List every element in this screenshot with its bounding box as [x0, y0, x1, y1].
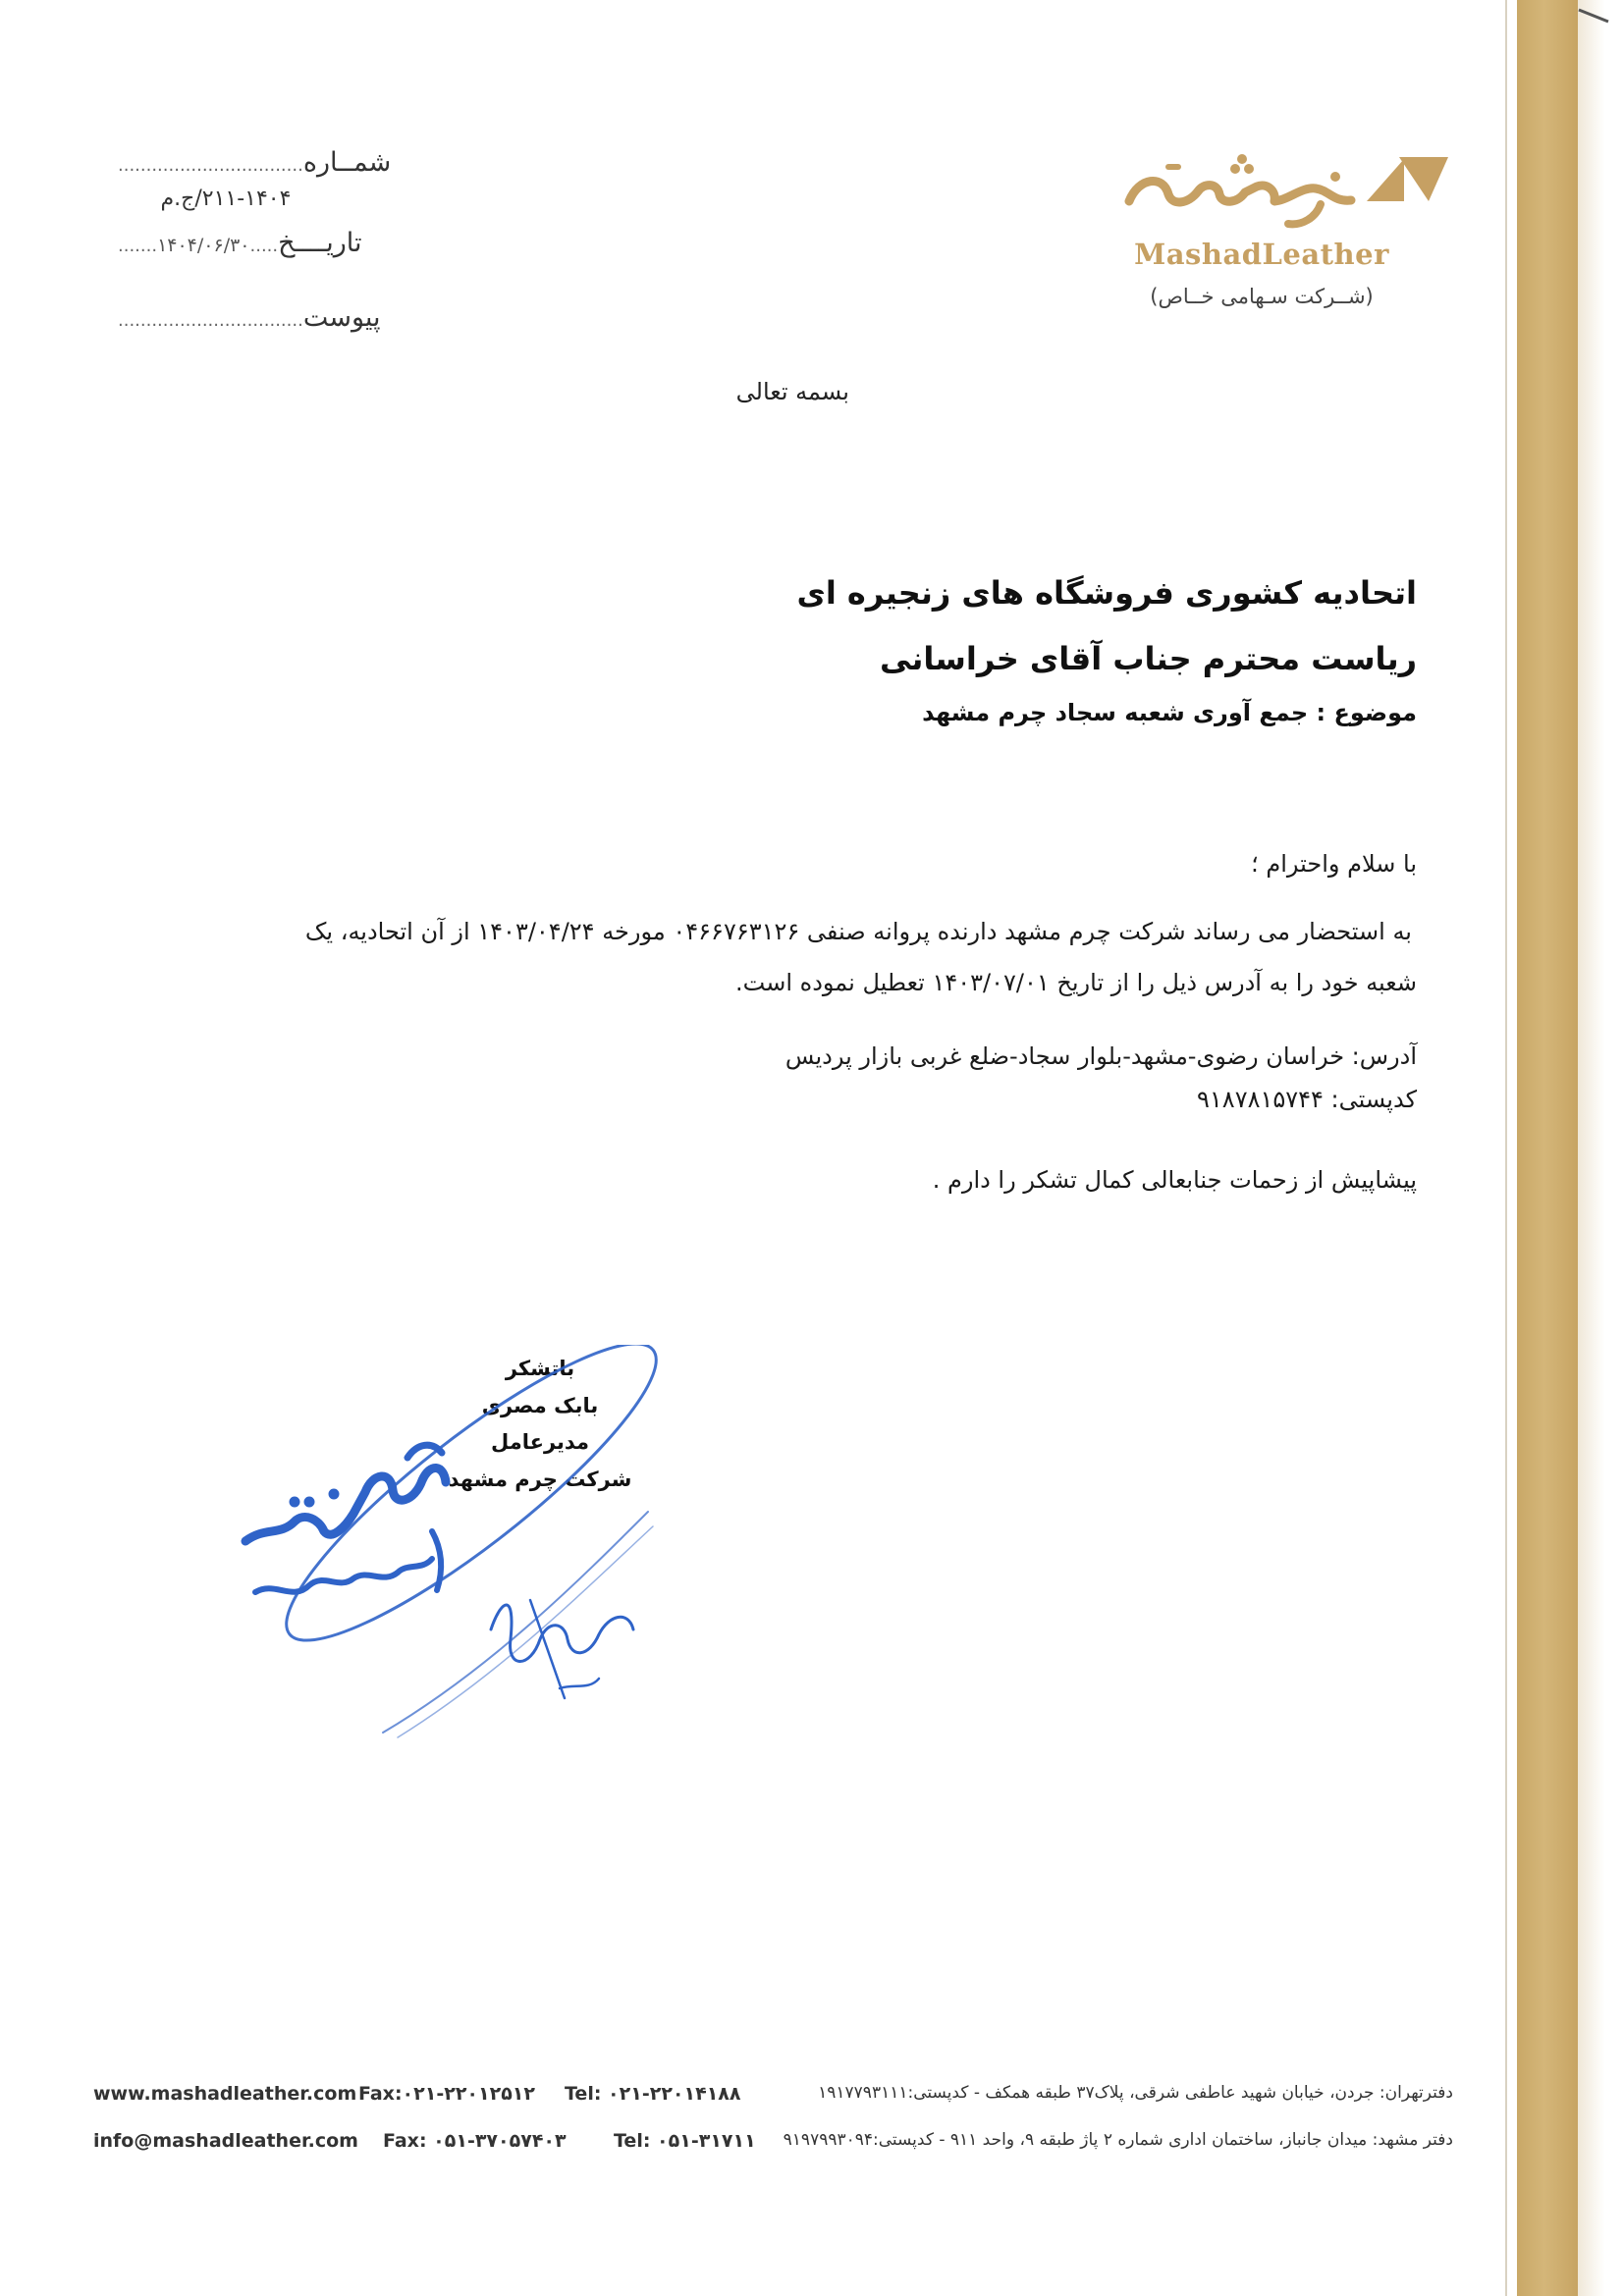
footer-row-tehran — [88, 2083, 1463, 2116]
closing-sentence: پیشاپیش از زحمات جنابعالی کمال تشکر را دارم . — [932, 1166, 1417, 1194]
signer-title: مدیرعامل — [490, 1430, 590, 1454]
greeting: با سلام واحترام ؛ — [1251, 850, 1417, 878]
paragraph-line-2: شعبه خود را به آدرس ذیل را از تاریخ ۱۴۰۳/۰۷/۰۱ تعطیل نموده است. — [735, 969, 1417, 996]
number-dots: ................................. — [118, 155, 303, 176]
mashad-leather-logo-icon — [1109, 147, 1453, 236]
footer-row-mashhad — [88, 2130, 1463, 2163]
date-label: تاریــــخ — [278, 228, 362, 258]
brand-company-type: (شــرکت سـهامی خــاص) — [1150, 285, 1374, 308]
footer-tehran-address: دفترتهران: جردن، خیابان شهید عاطفی شرقی، پلاک۳۷ طبقه همکف - کدپستی:۱۹۱۷۷۹۳۱۱۱ — [818, 2083, 1453, 2103]
date-field: تاریــــخ.....۱۴۰۴/۰۶/۳۰....... — [118, 228, 362, 258]
gold-side-band — [1517, 0, 1578, 2296]
footer-website[interactable]: www.mashadleather.com — [93, 2083, 357, 2105]
postal-code: کدپستی: ۹۱۸۷۸۱۵۷۴۴ — [1197, 1086, 1417, 1113]
signature-thanks: باتشکر — [505, 1357, 575, 1380]
page-margin — [1578, 0, 1623, 2296]
bismillah-heading: بسمه تعالی — [735, 378, 849, 405]
date-dots: ..... — [249, 236, 279, 256]
footer-mashhad-tel: Tel: ۰۵۱-۳۱۷۱۱ — [614, 2130, 756, 2152]
signer-name: بابک مصری — [481, 1394, 599, 1417]
corner-fold-mark — [1577, 8, 1610, 26]
paragraph-line-1: به استحضار می رساند شرکت چرم مشهد دارنده پروانه صنفی ۰۴۶۶۷۶۳۱۲۶ مورخه ۱۴۰۳/۰۴/۲۴ از آن اتحادیه، یک — [304, 918, 1412, 945]
footer-email[interactable]: info@mashadleather.com — [93, 2130, 358, 2152]
brand-name-latin: MashadLeather — [1134, 238, 1389, 271]
date-value: ۱۴۰۴/۰۶/۳۰ — [157, 235, 250, 256]
footer-tehran-tel: Tel: ۰۲۱-۲۲۰۱۴۱۸۸ — [565, 2083, 741, 2105]
footer-mashhad-fax: Fax: ۰۵۱-۳۷۰۵۷۴۰۳ — [383, 2130, 567, 2152]
number-field — [118, 147, 403, 178]
signer-company: شرکت چرم مشهد — [448, 1468, 632, 1491]
company-logo — [1109, 147, 1453, 324]
recipient-organization: اتحادیه کشوری فروشگاه های زنجیره ای — [796, 574, 1417, 612]
number-value: ۲۱۱-۱۴۰۴/ج.م — [160, 187, 292, 211]
number-label: شمــاره — [302, 147, 392, 178]
branch-address: آدرس: خراسان رضوی-مشهد-بلوار سجاد-ضلع غربی بازار پردیس — [784, 1042, 1417, 1070]
recipient-person: ریاست محترم جناب آقای خراسانی — [879, 640, 1417, 677]
page-edge-line — [1505, 0, 1507, 2296]
attachment-dots: ................................. — [118, 310, 303, 331]
footer-tehran-fax: Fax:۰۲۱-۲۲۰۱۲۵۱۲ — [358, 2083, 535, 2105]
attachment-label: پیوست — [302, 302, 381, 333]
attachment-field — [118, 302, 403, 333]
letter-subject: موضوع : جمع آوری شعبه سجاد چرم مشهد — [922, 699, 1417, 726]
footer-mashhad-address: دفتر مشهد: میدان جانباز، ساختمان اداری شماره ۲ پاژ طبقه ۹، واحد ۹۱۱ - کدپستی:۹۱۹۷۹۹۳۰۹۴ — [783, 2130, 1453, 2150]
